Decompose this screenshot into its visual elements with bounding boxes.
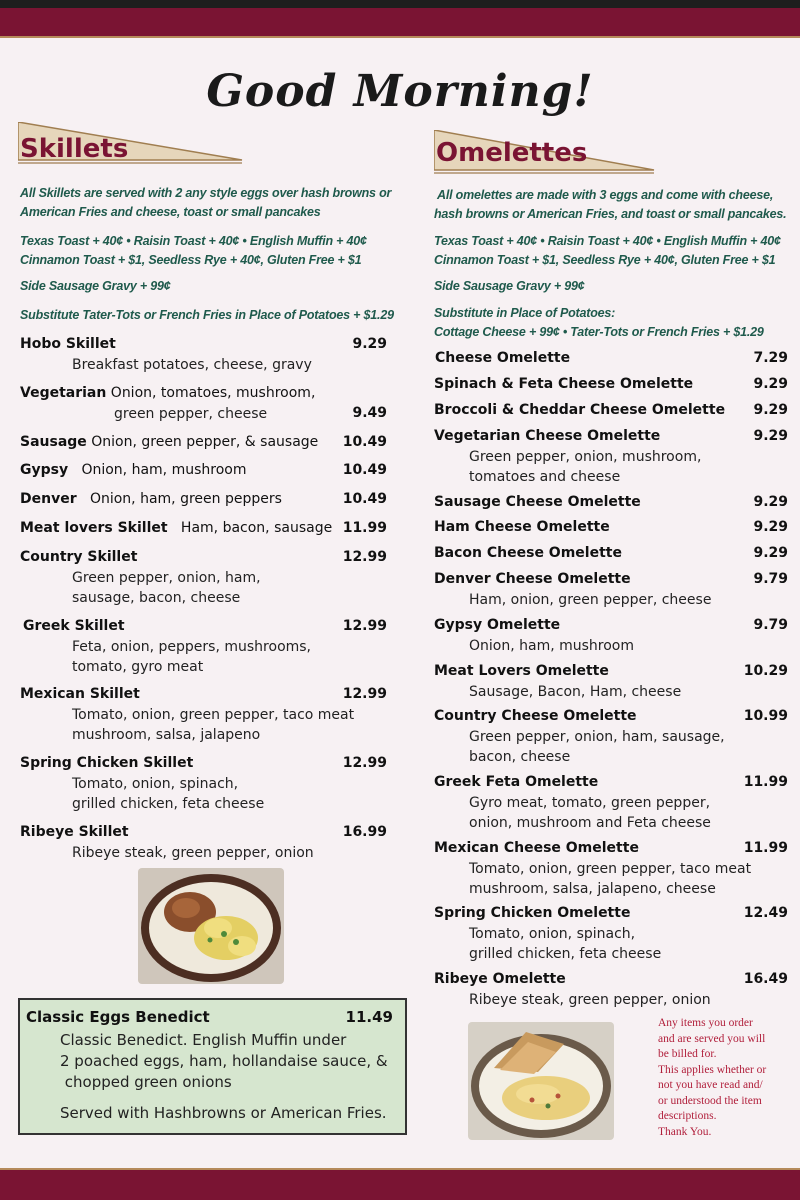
menu-item-price: 9.79 bbox=[753, 571, 788, 587]
menu-item-name bbox=[20, 755, 193, 771]
omelette-photo bbox=[468, 1022, 614, 1140]
menu-item-price: 7.29 bbox=[753, 350, 788, 366]
item-title: Hobo Skillet bbox=[20, 336, 116, 352]
addon-line: Cinnamon Toast + $1, Seedless Rye + 40¢, Gluten Free + $1 bbox=[20, 253, 362, 267]
item-title: Mexican Cheese Omelette bbox=[434, 840, 639, 856]
note-line: American Fries and cheese, toast or small pancakes bbox=[20, 205, 321, 219]
substitute-line: Cottage Cheese + 99¢ • Tater-Tots or French Fries + $1.29 bbox=[434, 325, 764, 339]
menu-item-description: Tomato, onion, spinach, bbox=[72, 776, 239, 792]
bottom-banner-band bbox=[0, 1168, 800, 1200]
menu-item-name bbox=[434, 545, 622, 561]
item-title: Ribeye Omelette bbox=[434, 971, 566, 987]
item-title: Bacon Cheese Omelette bbox=[434, 545, 622, 561]
omelettes-gravy: Side Sausage Gravy + 99¢ bbox=[434, 279, 585, 293]
menu-item-description: Ham, onion, green pepper, cheese bbox=[469, 592, 712, 608]
menu-item-name bbox=[20, 462, 246, 478]
item-title: Denver bbox=[20, 491, 77, 507]
menu-item-name bbox=[23, 618, 125, 634]
item-inline-description: Ham, bacon, sausage bbox=[167, 520, 333, 536]
addon-line: Texas Toast + 40¢ • Raisin Toast + 40¢ • English Muffin + 40¢ bbox=[434, 234, 781, 248]
disclaimer-line: and are served you will bbox=[658, 1032, 766, 1045]
menu-item-price: 9.29 bbox=[753, 376, 788, 392]
menu-item-description: Green pepper, onion, mushroom, bbox=[469, 449, 702, 465]
menu-item-name bbox=[20, 686, 140, 702]
omelettes-banner bbox=[434, 130, 656, 170]
menu-item-description: Onion, ham, mushroom bbox=[469, 638, 635, 654]
omelette-plate-image bbox=[468, 1022, 614, 1140]
menu-item-description: bacon, cheese bbox=[469, 749, 571, 765]
menu-item-price: 9.49 bbox=[352, 405, 387, 421]
menu-item-description: Sausage, Bacon, Ham, cheese bbox=[469, 684, 682, 700]
menu-item-name bbox=[20, 549, 137, 565]
menu-item-name bbox=[20, 491, 282, 507]
menu-item-price: 16.99 bbox=[342, 824, 387, 840]
substitute-line: Substitute in Place of Potatoes: bbox=[434, 306, 616, 320]
item-title: Greek Skillet bbox=[23, 618, 125, 634]
menu-item-price: 12.99 bbox=[342, 755, 387, 771]
benedict-description bbox=[60, 1030, 388, 1093]
menu-item-description: Breakfast potatoes, cheese, gravy bbox=[72, 357, 312, 373]
menu-item-price: 9.29 bbox=[352, 336, 387, 352]
benedict-price: 11.49 bbox=[345, 1008, 393, 1026]
menu-item-description: Green pepper, onion, ham, sausage, bbox=[469, 729, 725, 745]
omelettes-substitute bbox=[434, 304, 764, 342]
item-title: Spinach & Feta Cheese Omelette bbox=[434, 376, 694, 392]
menu-item-price: 10.99 bbox=[743, 708, 788, 724]
item-title: Gypsy Omelette bbox=[434, 617, 561, 633]
menu-item-name bbox=[434, 428, 660, 444]
note-line: All omelettes are made with 3 eggs and come with cheese, bbox=[437, 188, 774, 202]
menu-item-description: Ribeye steak, green pepper, onion bbox=[469, 992, 711, 1008]
menu-item-name bbox=[434, 905, 630, 921]
item-title: Vegetarian Cheese Omelette bbox=[434, 428, 661, 444]
menu-item-description: Green pepper, onion, ham, bbox=[72, 570, 261, 586]
item-title: Gypsy bbox=[20, 462, 69, 478]
menu-item-name bbox=[434, 774, 598, 790]
menu-item-name bbox=[434, 663, 609, 679]
menu-item-name bbox=[435, 350, 570, 366]
item-title: Denver Cheese Omelette bbox=[434, 571, 631, 587]
skillets-banner bbox=[18, 122, 244, 162]
menu-item-description: green pepper, cheese bbox=[114, 406, 268, 422]
eggs-benedict-box bbox=[18, 998, 407, 1135]
item-title: Greek Feta Omelette bbox=[434, 774, 599, 790]
skillet-plate-image bbox=[138, 868, 284, 984]
menu-item-price: 11.99 bbox=[342, 520, 387, 536]
item-title: Country Skillet bbox=[20, 549, 138, 565]
menu-item-price: 10.29 bbox=[743, 663, 788, 679]
item-title: Sausage Cheese Omelette bbox=[434, 494, 641, 510]
item-inline-description: Onion, green pepper, & sausage bbox=[86, 434, 319, 450]
menu-item-description: grilled chicken, feta cheese bbox=[72, 796, 265, 812]
menu-item-description: Gyro meat, tomato, green pepper, bbox=[469, 795, 711, 811]
addon-line: Cinnamon Toast + $1, Seedless Rye + 40¢, Gluten Free + $1 bbox=[434, 253, 776, 267]
benedict-desc-line: 2 poached eggs, ham, hollandaise sauce, & bbox=[60, 1052, 388, 1070]
skillets-note bbox=[20, 184, 391, 222]
disclaimer-line: Thank You. bbox=[658, 1125, 712, 1138]
benedict-name: Classic Eggs Benedict bbox=[26, 1008, 210, 1026]
menu-item-description: tomato, gyro meat bbox=[72, 659, 204, 675]
menu-item-price: 9.29 bbox=[753, 428, 788, 444]
benedict-served-with: Served with Hashbrowns or American Fries. bbox=[60, 1104, 387, 1122]
skillets-addons bbox=[20, 232, 367, 270]
disclaimer-line: be billed for. bbox=[658, 1048, 717, 1060]
note-line: All Skillets are served with 2 any style eggs over hash browns or bbox=[20, 186, 392, 200]
billing-disclaimer bbox=[658, 1016, 798, 1140]
menu-item-name bbox=[434, 494, 641, 510]
skillets-heading: Skillets bbox=[20, 134, 129, 164]
page-title: Good Morning! bbox=[206, 66, 594, 117]
item-inline-description: Onion, tomatoes, mushroom, bbox=[106, 385, 316, 401]
item-inline-description: Onion, ham, green peppers bbox=[76, 491, 282, 507]
omelettes-note bbox=[434, 186, 786, 224]
menu-item-description: onion, mushroom and Feta cheese bbox=[469, 815, 711, 831]
addon-line: Texas Toast + 40¢ • Raisin Toast + 40¢ • English Muffin + 40¢ bbox=[20, 234, 367, 248]
menu-item-name bbox=[434, 519, 610, 535]
item-title: Meat Lovers Omelette bbox=[434, 663, 609, 679]
item-title: Ribeye Skillet bbox=[20, 824, 129, 840]
menu-item-description: sausage, bacon, cheese bbox=[72, 590, 241, 606]
menu-item-price: 10.49 bbox=[342, 491, 387, 507]
menu-item-description: mushroom, salsa, jalapeno, cheese bbox=[469, 881, 716, 897]
benedict-desc-line: chopped green onions bbox=[60, 1073, 232, 1091]
menu-item-name bbox=[20, 336, 116, 352]
top-edge bbox=[0, 0, 800, 8]
disclaimer-line: or understood the item bbox=[658, 1094, 762, 1107]
menu-item-name bbox=[20, 824, 129, 840]
item-title: Sausage bbox=[20, 434, 87, 450]
item-title: Vegetarian bbox=[20, 385, 107, 401]
menu-item-price: 9.29 bbox=[753, 402, 788, 418]
menu-item-price: 9.29 bbox=[753, 494, 788, 510]
menu-item-price: 12.99 bbox=[342, 549, 387, 565]
menu-item-name bbox=[20, 520, 332, 536]
item-inline-description: Onion, ham, mushroom bbox=[68, 462, 247, 478]
menu-item-price: 10.49 bbox=[342, 462, 387, 478]
item-title: Cheese Omelette bbox=[435, 350, 571, 366]
omelettes-heading: Omelettes bbox=[436, 138, 588, 168]
item-title: Meat lovers Skillet bbox=[20, 520, 168, 536]
item-title: Country Cheese Omelette bbox=[434, 708, 637, 724]
menu-item-price: 9.29 bbox=[753, 545, 788, 561]
menu-item-name bbox=[434, 971, 566, 987]
menu-item-description: Tomato, onion, spinach, bbox=[469, 926, 636, 942]
benedict-desc-line: Classic Benedict. English Muffin under bbox=[60, 1031, 347, 1049]
item-title: Spring Chicken Omelette bbox=[434, 905, 631, 921]
menu-item-price: 12.49 bbox=[743, 905, 788, 921]
menu-item-price: 11.99 bbox=[743, 840, 788, 856]
skillet-photo bbox=[138, 868, 284, 984]
menu-item-name bbox=[434, 571, 631, 587]
menu-item-description: tomatoes and cheese bbox=[469, 469, 621, 485]
menu-item-description: mushroom, salsa, jalapeno bbox=[72, 727, 261, 743]
menu-item-name bbox=[20, 385, 315, 401]
item-title: Ham Cheese Omelette bbox=[434, 519, 610, 535]
menu-item-price: 16.49 bbox=[743, 971, 788, 987]
menu-item-price: 12.99 bbox=[342, 618, 387, 634]
omelettes-addons bbox=[434, 232, 781, 270]
disclaimer-line: This applies whether or bbox=[658, 1063, 767, 1076]
menu-item-name bbox=[20, 434, 318, 450]
item-title: Broccoli & Cheddar Cheese Omelette bbox=[434, 402, 726, 418]
note-line: hash browns or American Fries, and toast or small pancakes. bbox=[434, 207, 787, 221]
menu-item-name bbox=[434, 376, 693, 392]
menu-item-name bbox=[434, 840, 639, 856]
item-title: Spring Chicken Skillet bbox=[20, 755, 194, 771]
skillets-gravy: Side Sausage Gravy + 99¢ bbox=[20, 279, 171, 293]
menu-item-name bbox=[434, 402, 725, 418]
disclaimer-line: not you have read and/ bbox=[658, 1079, 763, 1091]
item-title: Mexican Skillet bbox=[20, 686, 140, 702]
menu-item-description: Feta, onion, peppers, mushrooms, bbox=[72, 639, 312, 655]
menu-item-description: grilled chicken, feta cheese bbox=[469, 946, 662, 962]
menu-item-description: Ribeye steak, green pepper, onion bbox=[72, 845, 314, 861]
menu-item-price: 9.79 bbox=[753, 617, 788, 633]
menu-item-name bbox=[434, 617, 560, 633]
disclaimer-line: Any items you order bbox=[658, 1017, 753, 1029]
top-banner-band bbox=[0, 8, 800, 38]
skillets-substitute: Substitute Tater-Tots or French Fries in Place of Potatoes + $1.29 bbox=[20, 308, 394, 322]
menu-item-price: 10.49 bbox=[342, 434, 387, 450]
menu-item-price: 12.99 bbox=[342, 686, 387, 702]
menu-item-price: 9.29 bbox=[753, 519, 788, 535]
menu-item-description: Tomato, onion, green pepper, taco meat bbox=[469, 861, 752, 877]
menu-item-description: Tomato, onion, green pepper, taco meat bbox=[72, 707, 355, 723]
disclaimer-line: descriptions. bbox=[658, 1110, 717, 1122]
menu-item-name bbox=[434, 708, 637, 724]
menu-item-price: 11.99 bbox=[743, 774, 788, 790]
